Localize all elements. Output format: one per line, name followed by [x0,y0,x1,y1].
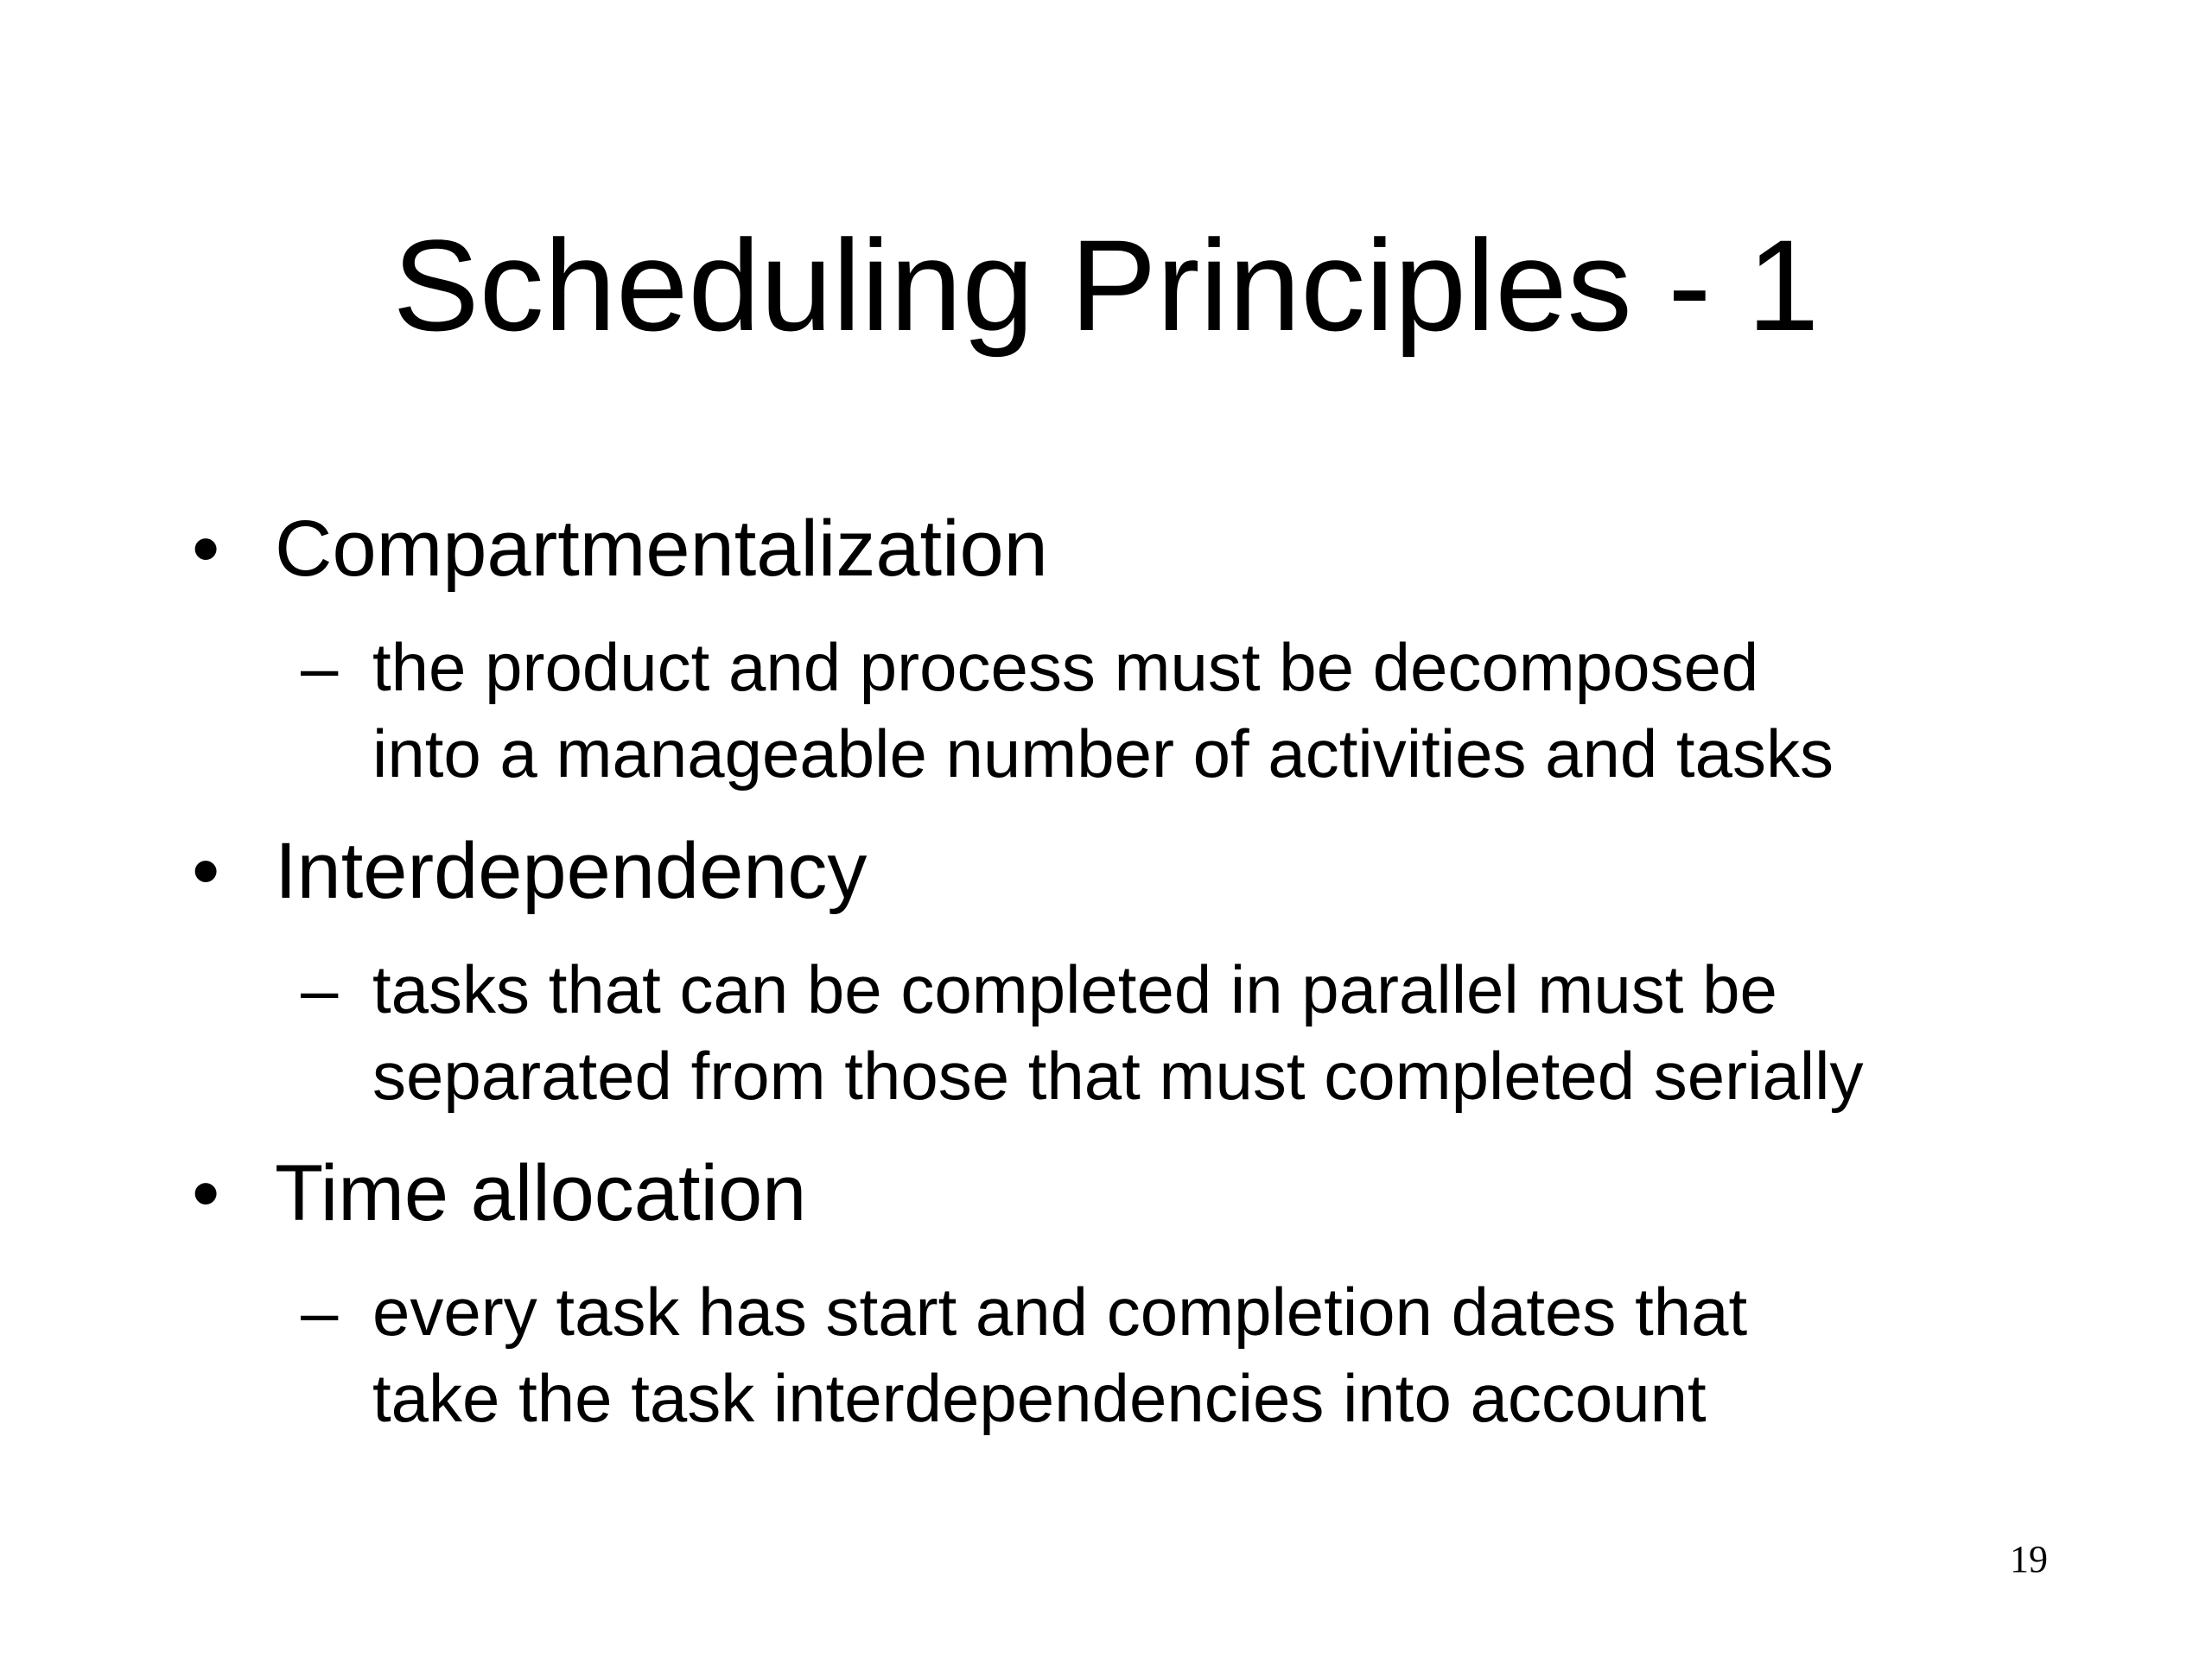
sub-bullet-line: every task has start and completion dates that [372,1274,1748,1350]
bullet-text: Interdependency [275,827,868,915]
sub-bullet-line: into a manageable number of activities and tasks [372,715,1834,791]
sub-bullet-line: take the task interdependencies into account [372,1360,1707,1436]
sub-bullet-line: separated from those that must completed serially [372,1038,1864,1114]
bullet-marker: • [192,827,220,915]
bullet-marker: • [192,505,220,593]
page-number: 19 [2010,1538,2048,1580]
slide-title: Scheduling Principles - 1 [392,213,1820,358]
sub-bullet-marker: – [301,629,339,705]
sub-bullet-marker: – [301,1274,339,1350]
bullet-text: Compartmentalization [275,505,1048,593]
sub-bullet-line: tasks that can be completed in parallel must be [372,951,1777,1027]
sub-bullet-line: the product and process must be decomposed [372,629,1759,705]
bullet-marker: • [192,1149,220,1237]
sub-bullet-marker: – [301,951,339,1027]
bullet-text: Time allocation [275,1149,807,1237]
